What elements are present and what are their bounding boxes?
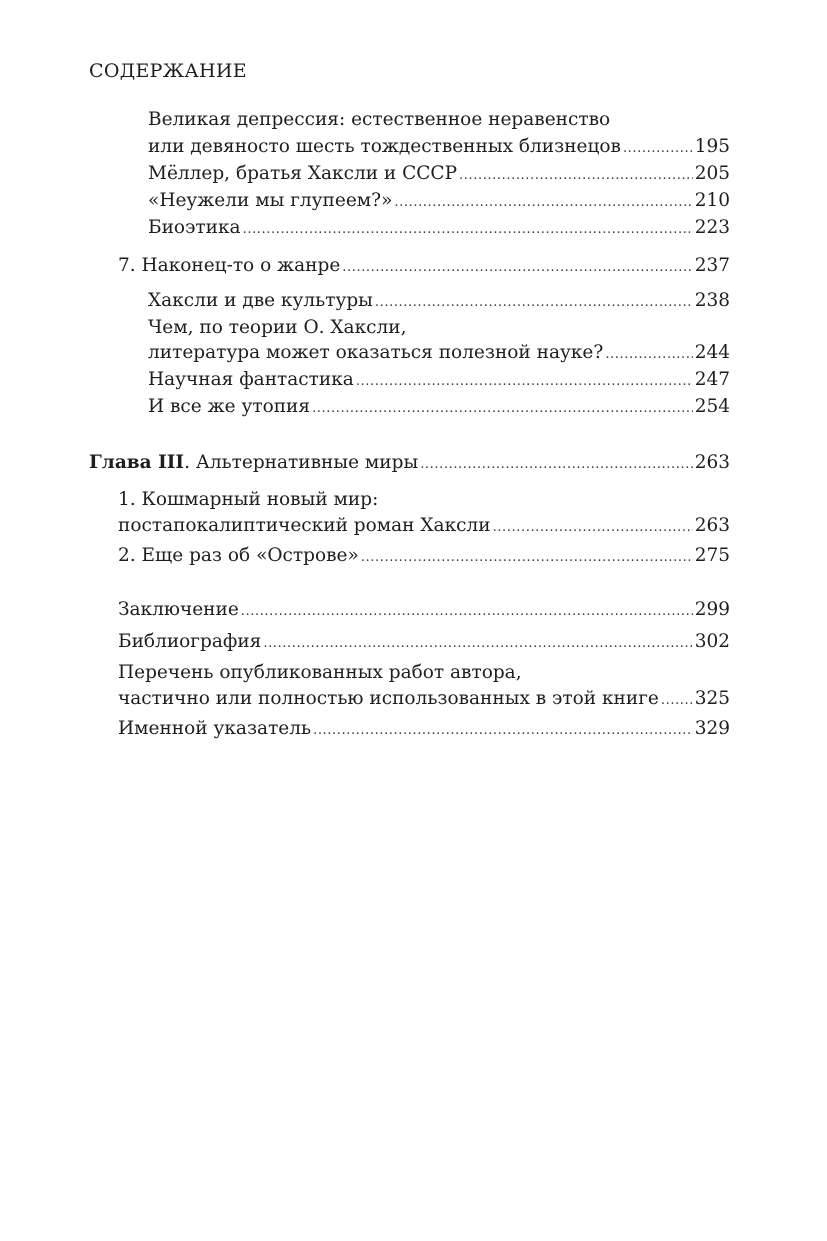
toc-entry[interactable] xyxy=(148,134,730,160)
page-number: 244 xyxy=(694,342,730,363)
toc-entry-title: или девяносто шесть тождественных близнецов xyxy=(148,136,621,157)
dot-leader xyxy=(361,545,693,571)
toc-entry-title: Хаксли и две культуры xyxy=(148,290,373,311)
dot-leader xyxy=(375,290,693,316)
toc-section-entry[interactable] xyxy=(118,253,730,279)
toc-entry[interactable] xyxy=(148,161,730,187)
dot-leader xyxy=(356,369,693,395)
dot-leader xyxy=(661,688,693,714)
dot-leader xyxy=(312,396,693,422)
toc-entry-title: Мёллер, братья Хаксли и СССР xyxy=(148,163,458,184)
toc-section-entry[interactable] xyxy=(118,629,730,655)
toc-entry[interactable] xyxy=(148,288,730,314)
toc-entry-title xyxy=(89,450,418,476)
chapter-title: . Альтернативные миры xyxy=(184,452,419,473)
dot-leader xyxy=(263,631,692,657)
toc-entry[interactable] xyxy=(148,367,730,393)
page-number: 205 xyxy=(694,163,730,184)
dot-leader xyxy=(420,452,692,478)
dot-leader xyxy=(241,599,693,625)
toc-section-entry[interactable] xyxy=(118,597,730,623)
toc-entry-line1: Перечень опубликованных работ автора, xyxy=(118,662,522,683)
page-number: 254 xyxy=(694,396,730,417)
page-number: 263 xyxy=(694,452,730,473)
page-number: 275 xyxy=(694,545,730,566)
toc-entry-line1: 1. Кошмарный новый мир: xyxy=(118,489,379,510)
toc-entry-title: И все же утопия xyxy=(148,396,311,417)
dot-leader xyxy=(342,255,692,281)
toc-entry-title: Биоэтика xyxy=(148,217,241,238)
page-number: 329 xyxy=(694,718,730,739)
toc-entry-title: Научная фантастика xyxy=(148,369,354,390)
page-number: 210 xyxy=(694,190,730,211)
dot-leader xyxy=(313,718,693,744)
toc-entry-title: Заключение xyxy=(118,599,239,620)
toc-section-entry[interactable] xyxy=(118,716,730,742)
toc-section-entry[interactable] xyxy=(118,513,730,539)
page-number: 302 xyxy=(694,631,730,652)
page-number: 325 xyxy=(694,688,730,709)
toc-chapter-entry[interactable] xyxy=(89,450,730,476)
dot-leader xyxy=(605,342,692,368)
page-number: 263 xyxy=(694,515,730,536)
toc-entry-title: литература может оказаться полезной науке? xyxy=(148,342,604,363)
dot-leader xyxy=(493,515,693,541)
toc-entry-title: постапокалиптический роман Хаксли xyxy=(118,515,491,536)
toc-entry-title: частично или полностью использованных в этой книге xyxy=(118,688,659,709)
toc-entry-title: 7. Наконец-то о жанре xyxy=(118,255,341,276)
toc-entry[interactable] xyxy=(148,394,730,420)
toc-entry-title: 2. Еще раз об «Острове» xyxy=(118,545,359,566)
toc-entry[interactable] xyxy=(148,188,730,214)
toc-entry-title: Библиография xyxy=(118,631,262,652)
toc-entry[interactable] xyxy=(148,215,730,241)
toc-entry-line1: Чем, по теории О. Хаксли, xyxy=(148,317,407,338)
page-number: 237 xyxy=(694,255,730,276)
dot-leader xyxy=(623,136,693,162)
toc-section-entry[interactable] xyxy=(118,686,730,712)
page-number: 238 xyxy=(694,290,730,311)
toc-section-entry[interactable] xyxy=(118,543,730,569)
toc-entry[interactable] xyxy=(148,340,730,366)
page-header: СОДЕРЖАНИЕ xyxy=(89,60,247,82)
dot-leader xyxy=(243,217,693,243)
dot-leader xyxy=(394,190,692,216)
page-number: 223 xyxy=(694,217,730,238)
page-number: 299 xyxy=(694,599,730,620)
toc-entry-line1: Великая депрессия: естественное неравенство xyxy=(148,109,611,130)
page-number: 195 xyxy=(694,136,730,157)
toc-entry-title: Именной указатель xyxy=(118,718,312,739)
toc-entry-title: «Неужели мы глупеем?» xyxy=(148,190,393,211)
dot-leader xyxy=(459,163,693,189)
page-number: 247 xyxy=(694,369,730,390)
chapter-label: Глава III xyxy=(89,452,185,473)
